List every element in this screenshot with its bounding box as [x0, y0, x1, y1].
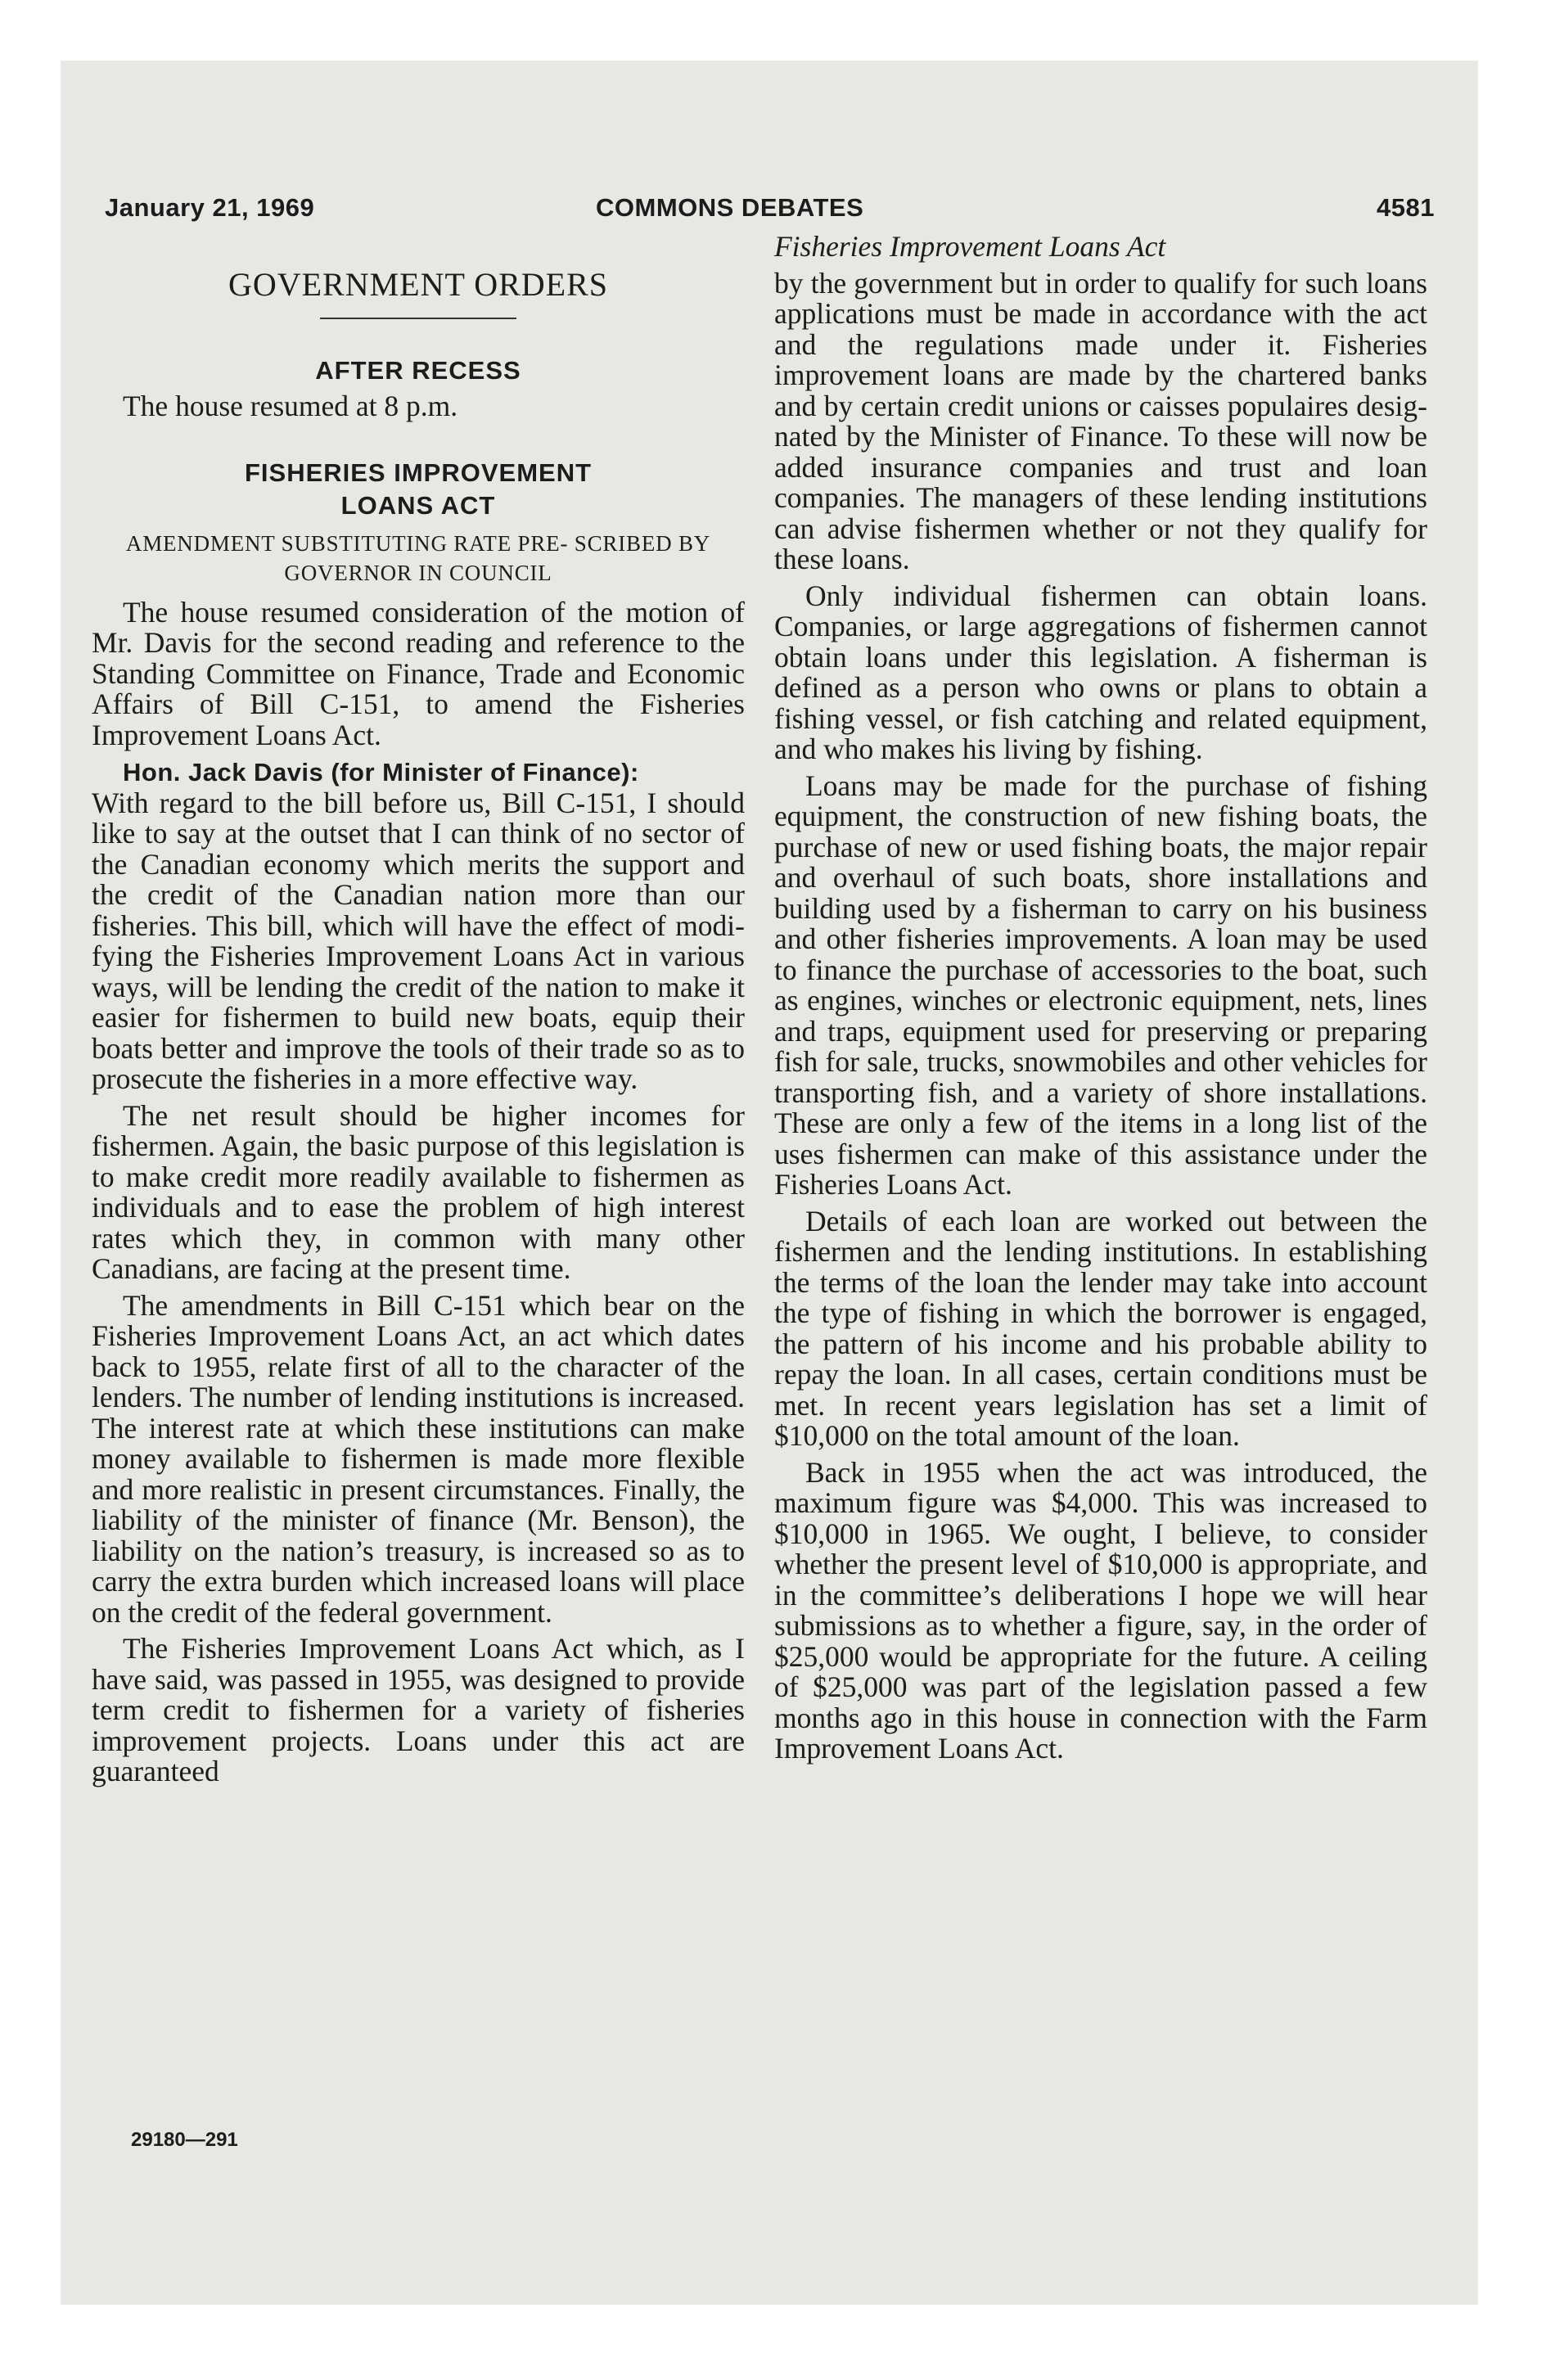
running-header	[105, 193, 1435, 234]
footer-signature: 29180—291	[131, 2129, 238, 2151]
act-heading	[92, 457, 745, 522]
paragraph: Back in 1955 when the act was introduced, the maximum figure was $4,000. This was increased to $10,000 in 1965. We ought, I believe, to consider whether the present level of $10,000 is appropriate, and in the committee’s deliberations I hope we will hear submissions as to whether a figure, say, in the order of $25,000 would be appropriate for the future. A ceiling of $25,000 was part of the legislation passed a few months ago in this house in connection with the Farm Improvement Loans Act.	[774, 1455, 1427, 1765]
act-heading-line-2: LOANS ACT	[340, 490, 496, 520]
paragraph: The Fisheries Improvement Loans Act which, as I have said, was passed in 1955, was designed to provide term credit to fishermen for a variety of fisheries improvement projects. Loans under this act are guaranteed	[92, 1632, 745, 1787]
paragraph: The house resumed consideration of the motion of Mr. Davis for the second reading and reference to the Standing Committee on Finance, Trade and Economic Affairs of Bill C-151, to amend the Fisheries Improvement Loans Act.	[92, 595, 745, 751]
paragraph: The amendments in Bill C-151 which bear on the Fisheries Improvement Loans Act, an act which dates back to 1955, relate first of all to the character of the lenders. The number of lending institutions is increased. The interest rate at which these institutions can make money available to fishermen is made more flexible and more realistic in present circumstances. Finally, the liability of the minister of finance (Mr. Benson), the liability on the nation’s treasury, is increased so as to carry the extra burden which increased loans will place on the credit of the federal government.	[92, 1288, 745, 1629]
paragraph: by the government but in order to qualify for such loans applications must be made in accordance with the act and the regulations made under it. Fisheries improvement loans are made by the chartered banks and by certain credit unions or caisses populaires designated by the Minister of Finance. To these will now be added insurance companies and trust and loan companies. The managers of these lending institutions can advise fishermen whether or not they qualify for these loans.	[774, 266, 1427, 575]
divider-rule	[320, 318, 516, 319]
section-heading: GOVERNMENT ORDERS	[228, 266, 609, 303]
header-date: January 21, 1969	[105, 193, 315, 222]
paragraph: Loans may be made for the purchase of fishing equipment, the construction of new fishing boats, the purchase of new or used fishing boats, the major repair and overhaul of such boats, shore installations and building used by a fisherman to carry on his business and other fisheries improvements. A loan may be used to finance the purchase of accessories to the boat, such as engines, winches or electronic equipment, nets, lines and traps, equipment used for preserving or preparing fish for sale, trucks, snowmobiles and other vehicles for transporting fish, and a variety of shore installations. These are only a few of the items in a long list of the uses fishermen can make of this assistance under the Fisheries Loans Act.	[774, 769, 1427, 1201]
recess-heading: AFTER RECESS	[315, 356, 521, 385]
speech-paragraph	[92, 756, 745, 1095]
page-number: 4581	[1377, 193, 1435, 222]
header-title: COMMONS DEBATES	[596, 193, 864, 222]
speech-text: With regard to the bill before us, Bill C-151, I should like to say at the outset that I can think of no sector of the Canadian economy which merits the support and the credit of the Canadian nation more than our fisheries. This bill, which will have the effect of modifying the Fisheries Improvement Loans Act in various ways, will be lending the credit of the nation to make it easier for fishermen to build new boats, equip their boats better and improve the tools of their trade so as to prosecute the fisheries in a more effective way.	[92, 786, 745, 1095]
resumed-line: The house resumed at 8 p.m.	[123, 390, 458, 422]
right-column	[774, 232, 1427, 1770]
paragraph: The net result should be higher incomes for fishermen. Again, the basic purpose of this legislation is to make credit more readily available to fishermen as individuals and to ease the problem of high interest rates which they, in common with many other Canadians, are facing at the present time.	[92, 1098, 745, 1285]
left-column	[92, 229, 745, 1793]
column-subtitle: Fisheries Improvement Loans Act	[774, 230, 1166, 263]
paragraph: Only individual fishermen can obtain loans. Companies, or large aggregations of fishermen cannot obtain loans under this legislation. A fisherman is defined as a person who owns or plans to obtain a fishing vessel, or fish catching and related equipment, and who makes his living by fishing.	[774, 579, 1427, 765]
speaker-name: Hon. Jack Davis (for Minister of Finance):	[123, 758, 639, 787]
act-heading-line-1: FISHERIES IMPROVEMENT	[244, 458, 593, 487]
paragraph: Details of each loan are worked out between the fishermen and the lending institutions. In establishing the terms of the loan the lender may take into account the type of fishing in which the borrower is engaged, the pattern of his income and his probable ability to repay the loan. In all cases, certain conditions must be met. In recent years legislation has set a limit of $10,000 on the total amount of the loan.	[774, 1204, 1427, 1452]
amendment-heading: AMENDMENT SUBSTITUTING RATE PRE- SCRIBED BY GOVERNOR IN COUNCIL	[125, 530, 711, 585]
